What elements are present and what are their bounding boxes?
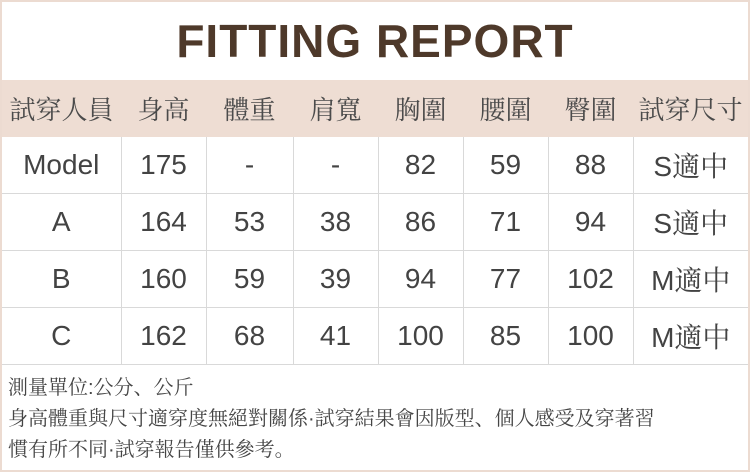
table-cell: 59 [206, 251, 293, 308]
table-row-c [2, 308, 748, 365]
header-cell-hip: 臀圍 [548, 80, 633, 137]
title-bar [2, 2, 748, 80]
page-title: FITTING REPORT [176, 15, 574, 67]
table-cell: 86 [378, 194, 463, 251]
table-cell: 59 [463, 137, 548, 194]
table-cell: 71 [463, 194, 548, 251]
table-cell: 162 [121, 308, 206, 365]
table-cell: 175 [121, 137, 206, 194]
footer-disclaimer-line1: 身高體重與尺寸適穿度無絕對關係·試穿結果會因版型、個人感受及穿著習 [8, 408, 655, 430]
table-cell: 39 [293, 251, 378, 308]
table-cell: 94 [548, 194, 633, 251]
table-cell-fit-result: M適中 [633, 308, 748, 365]
table-row-b [2, 251, 748, 308]
table-cell: - [293, 137, 378, 194]
table-cell: 85 [463, 308, 548, 365]
table-cell-fit-result: M適中 [633, 251, 748, 308]
footer-disclaimer-line2: 慣有所不同·試穿報告僅供參考。 [8, 439, 295, 461]
table-cell: 41 [293, 308, 378, 365]
table-cell: 100 [378, 308, 463, 365]
table-cell: A [2, 194, 121, 251]
header-cell-height: 身高 [121, 80, 206, 137]
fitting-table [2, 80, 748, 365]
table-row-model [2, 137, 748, 194]
table-cell: 94 [378, 251, 463, 308]
table-cell: Model [2, 137, 121, 194]
header-cell-tester: 試穿人員 [2, 80, 121, 137]
table-cell-fit-result: S適中 [633, 137, 748, 194]
table-cell: 100 [548, 308, 633, 365]
footer-unit-note: 測量單位:公分、公斤 [8, 377, 194, 399]
table-cell: - [206, 137, 293, 194]
footer-notes [2, 365, 748, 466]
header-cell-shoulder: 肩寬 [293, 80, 378, 137]
table-cell: 88 [548, 137, 633, 194]
table-cell-fit-result: S適中 [633, 194, 748, 251]
table-header-row [2, 80, 748, 137]
table-cell: 53 [206, 194, 293, 251]
table-cell: 38 [293, 194, 378, 251]
table-cell: 164 [121, 194, 206, 251]
header-cell-waist: 腰圍 [463, 80, 548, 137]
header-cell-fit-size: 試穿尺寸 [633, 80, 748, 137]
table-row-a [2, 194, 748, 251]
table-cell: C [2, 308, 121, 365]
table-cell: B [2, 251, 121, 308]
header-cell-bust: 胸圍 [378, 80, 463, 137]
table-cell: 68 [206, 308, 293, 365]
header-cell-weight: 體重 [206, 80, 293, 137]
table-cell: 82 [378, 137, 463, 194]
table-cell: 77 [463, 251, 548, 308]
table-cell: 102 [548, 251, 633, 308]
table-cell: 160 [121, 251, 206, 308]
